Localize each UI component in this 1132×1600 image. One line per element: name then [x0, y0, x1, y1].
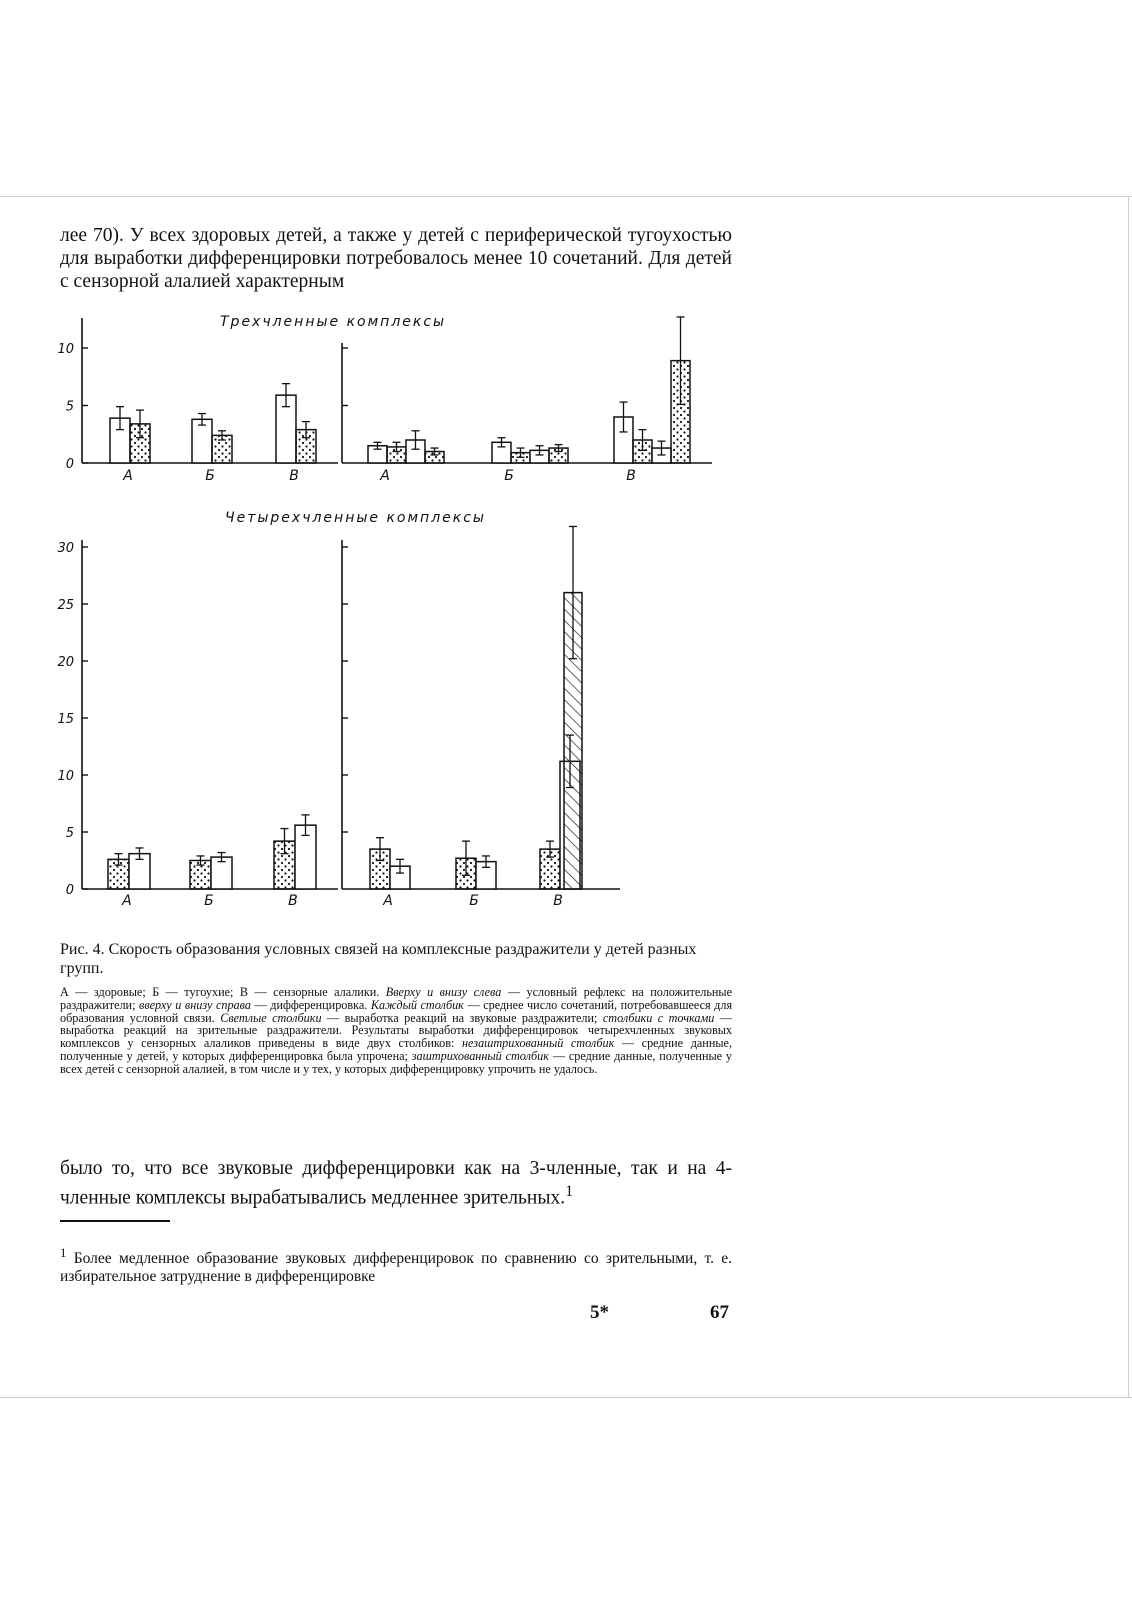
y-tick-label: 10 [57, 769, 74, 784]
legend-left: Вверху и внизу слева [385, 985, 502, 999]
legend-dotted-bars-desc: — выработка реакций на зрительные раздражители. Результаты выработки дифференцировок четырехчленных звуковых комплексов у сензорных алаликов приведены в виде двух столбиков: [60, 1010, 733, 1051]
legend-unhatched-bar: незаштрихованный столбик [462, 1036, 615, 1051]
page-number: 67 [710, 1302, 729, 1323]
page-frame-bottom [0, 1397, 1132, 1398]
legend-unhatched-bar-desc: — средние данные, полученные у детей, у которых дифференцировка была упрочена; [60, 1036, 732, 1063]
lead-text: лее 70). У всех здоровых детей, а также у детей с периферической тугоухостью для выработки дифференцировки потребовалось менее 10 сочетаний. Для детей с сензорной алалией характерным [60, 225, 732, 292]
top-figure-title: Трехчленные комплексы [220, 314, 447, 330]
caption-title: Рис. 4. Скорость образования условных связей на комплексные раздражители у детей разных групп. [60, 941, 697, 977]
x-category-label: В [289, 468, 299, 484]
x-category-label: Б [204, 893, 214, 909]
y-tick-label: 0 [65, 883, 74, 898]
y-tick-label: 15 [57, 712, 74, 727]
x-category-label: Б [504, 468, 514, 484]
legend-light-bars-desc: — выработка реакций на звуковые раздражители; [327, 1010, 598, 1025]
legend-each-bar-desc: — среднее число сочетаний, потребовавшееся для образования условной связи. [60, 997, 733, 1025]
x-category-label: Б [469, 893, 479, 909]
x-category-label: В [553, 893, 563, 909]
legend-hatched-bar: заштрихованный столбик [411, 1048, 549, 1063]
legend-each-bar: Каждый столбик [370, 997, 464, 1012]
x-category-label: А [122, 893, 132, 909]
legend-hatched-bar-desc: — средние данные, полученные у всех детей с сензорной алалией, в том числе и у тех, у которых дифференцировку упрочить не удалось. [60, 1048, 732, 1076]
figure-caption [60, 940, 732, 1076]
x-category-label: В [288, 893, 298, 909]
y-tick-label: 20 [57, 655, 74, 670]
y-tick-label: 25 [57, 598, 74, 613]
legend-light-bars: Светлые столбики [220, 1010, 322, 1025]
legend-dotted-bars: столбики с точками [602, 1010, 715, 1025]
legend-groups: А — здоровые; Б — тугоухие; В — сензорные алалики. [60, 985, 380, 999]
bar-sound-Б [192, 419, 212, 463]
x-category-label: А [383, 893, 393, 909]
footnote-rule [60, 1220, 170, 1222]
legend-right-desc: — дифференцировка. [254, 997, 368, 1012]
footnote-text: Более медленное образование звуковых дифференцировок по сравнению со зрительными, т. е. избирательное затруднение в дифференцировке [60, 1250, 732, 1286]
x-category-label: А [380, 468, 390, 484]
footnote [60, 1244, 732, 1286]
footnote-ref: 1 [565, 1182, 574, 1200]
after-text: было то, что все звуковые дифференцировки как на 3-членные, так и на 4-членные комплексы вырабатывались медленнее зрительных. [60, 1158, 732, 1209]
y-tick-label: 5 [65, 826, 74, 841]
y-tick-label: 30 [57, 541, 74, 556]
y-tick-label: 10 [57, 342, 74, 357]
footnote-mark: 1 [60, 1245, 67, 1260]
bottom-figure-title: Четырехчленные комплексы [225, 510, 486, 526]
y-tick-label: 5 [65, 399, 74, 415]
legend-right: вверху и внизу справа [139, 997, 251, 1012]
page-signature: 5* [590, 1302, 609, 1323]
legend-left-desc: — условный рефлекс на положительные раздражители; [60, 985, 732, 1012]
caption-legend [60, 986, 732, 1076]
x-category-label: Б [205, 468, 215, 484]
x-category-label: В [626, 468, 636, 484]
y-tick-label: 0 [65, 457, 74, 472]
after-paragraph [60, 1157, 732, 1210]
x-category-label: А [123, 468, 133, 484]
